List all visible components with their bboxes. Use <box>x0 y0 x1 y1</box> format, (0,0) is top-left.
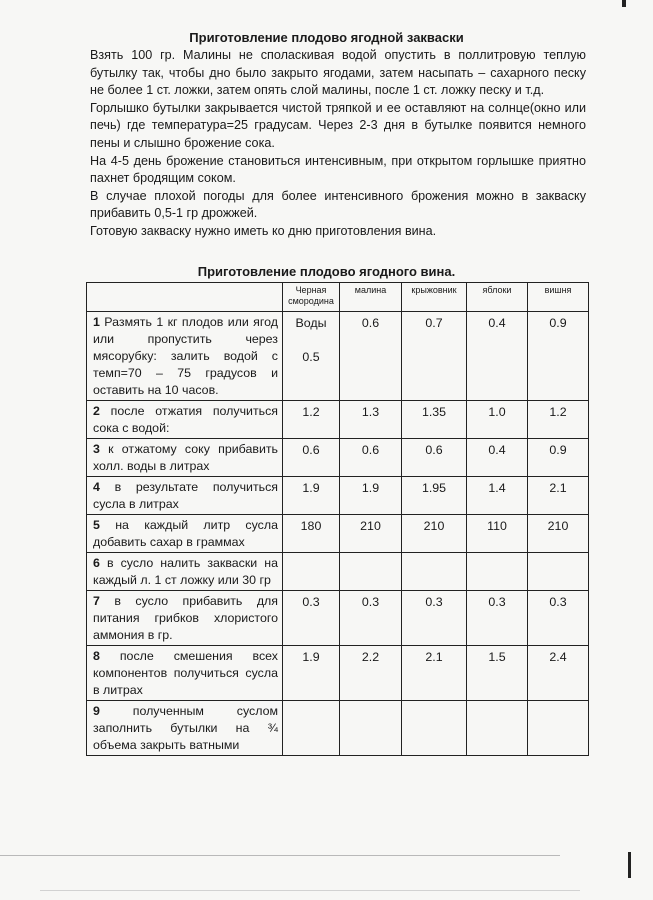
value-cell: 1.9 <box>283 646 340 701</box>
value-cell <box>402 553 467 591</box>
value-cell <box>467 701 528 756</box>
step-number: 3 <box>93 442 100 456</box>
value-cell: 1.3 <box>340 401 402 439</box>
value-cell <box>528 553 589 591</box>
step-number: 4 <box>93 480 100 494</box>
value-cell: 2.4 <box>528 646 589 701</box>
value-cell: 0.9 <box>528 439 589 477</box>
step-text: полученным суслом заполнить бутылки на ¾ объема закрыть ватными <box>93 704 278 752</box>
step-text: в сусло прибавить для питания грибков хлористого аммония в гр. <box>93 594 278 642</box>
value-cell <box>467 553 528 591</box>
value-cell: 110 <box>467 515 528 553</box>
value-cell: 2.1 <box>528 477 589 515</box>
value-cell: 0.4 <box>467 312 528 401</box>
step-text: Размять 1 кг плодов или ягод или пропустить через мясорубку: залить водой с темп=70 – 75 градусов и оставить на 10 часов. <box>93 315 278 397</box>
step-number: 2 <box>93 404 100 418</box>
value-cell: 1.0 <box>467 401 528 439</box>
step-text: после отжатия получиться сока с водой: <box>93 404 278 435</box>
step-cell <box>87 701 283 756</box>
value-cell: 2.1 <box>402 646 467 701</box>
step-cell <box>87 553 283 591</box>
table-row <box>87 553 589 591</box>
starter-title: Приготовление плодово ягодной закваски <box>189 30 464 45</box>
starter-instructions <box>90 47 586 241</box>
value-cell: 0.3 <box>402 591 467 646</box>
step-number: 1 <box>93 315 100 329</box>
header-blank <box>87 283 283 312</box>
step-text: после смешения всех компонентов получиться сусла в литрах <box>93 649 278 697</box>
value-cell: 0.3 <box>528 591 589 646</box>
value-cell: 1.95 <box>402 477 467 515</box>
value-cell: 0.9 <box>528 312 589 401</box>
value-cell: 1.5 <box>467 646 528 701</box>
value-cell <box>402 701 467 756</box>
column-header: малина <box>340 283 402 312</box>
step-number: 7 <box>93 594 100 608</box>
column-header: яблоки <box>467 283 528 312</box>
value-cell: 0.3 <box>467 591 528 646</box>
value-cell <box>340 553 402 591</box>
value-cell: 2.2 <box>340 646 402 701</box>
scan-line <box>0 855 560 856</box>
value-cell: 1.4 <box>467 477 528 515</box>
column-header: крыжовник <box>402 283 467 312</box>
step-number: 9 <box>93 704 100 718</box>
step-cell <box>87 646 283 701</box>
table-row <box>87 477 589 515</box>
step-cell <box>87 477 283 515</box>
scan-mark-bottom <box>628 852 631 878</box>
table-row <box>87 701 589 756</box>
value-cell: 0.4 <box>467 439 528 477</box>
value-cell <box>283 553 340 591</box>
step-number: 8 <box>93 649 100 663</box>
step-cell <box>87 312 283 401</box>
value-cell: 0.6 <box>402 439 467 477</box>
paragraph: Взять 100 гр. Малины не споласкивая водой опустить в поллитровую теплую бутылку так, чтобы дно было закрыто ягодами, затем насыпать – сахарного песку не более 1 ст. ложки, затем опять слой малины, после 1 ст. ложку песку и т.д. <box>90 48 586 98</box>
value-cell: 0.7 <box>402 312 467 401</box>
value-cell: 210 <box>340 515 402 553</box>
header-row <box>87 283 589 312</box>
step-cell <box>87 515 283 553</box>
paragraph: Готовую закваску нужно иметь ко дню приготовления вина. <box>90 223 437 238</box>
table-row <box>87 312 589 401</box>
table-row <box>87 591 589 646</box>
value-cell: 1.2 <box>283 401 340 439</box>
wine-recipe-table <box>86 282 589 756</box>
step-cell <box>87 591 283 646</box>
step-cell <box>87 401 283 439</box>
step-number: 6 <box>93 556 100 570</box>
table-row <box>87 401 589 439</box>
value-cell: 180 <box>283 515 340 553</box>
step-text: в сусло налить закваски на каждый л. 1 ст ложку или 30 гр <box>93 556 278 587</box>
value-cell: 0.6 <box>340 439 402 477</box>
table-row <box>87 515 589 553</box>
value-cell: Воды 0.5 <box>283 312 340 401</box>
column-header: вишня <box>528 283 589 312</box>
value-cell: 1.9 <box>340 477 402 515</box>
value-cell: 0.3 <box>340 591 402 646</box>
value-cell <box>528 701 589 756</box>
value-cell: 210 <box>528 515 589 553</box>
value-cell: 1.9 <box>283 477 340 515</box>
value-cell: 0.6 <box>283 439 340 477</box>
value-cell: 1.2 <box>528 401 589 439</box>
wine-title: Приготовление плодово ягодного вина. <box>197 264 456 279</box>
value-cell: 1.35 <box>402 401 467 439</box>
step-number: 5 <box>93 518 100 532</box>
table-row <box>87 439 589 477</box>
paragraph: На 4-5 день брожение становиться интенсивным, при открытом горлышке приятно пахнет бродящим соком. <box>90 153 586 186</box>
step-cell <box>87 439 283 477</box>
step-text: к отжатому соку прибавить холл. воды в литрах <box>93 442 278 473</box>
paragraph: Горлышко бутылки закрывается чистой тряпкой и ее оставляют на солнце(окно или печь) где температура=25 градусам. Через 2-3 дня в бутылке появится немного пены и слышно брожение сока. <box>90 100 586 150</box>
value-cell: 0.3 <box>283 591 340 646</box>
value-cell <box>340 701 402 756</box>
value-cell <box>283 701 340 756</box>
value-cell: 0.6 <box>340 312 402 401</box>
paragraph: В случае плохой погоды для более интенсивного брожения можно в закваску прибавить 0,5-1 гр дрожжей. <box>90 188 586 221</box>
scan-mark-top <box>622 0 626 7</box>
step-text: в результате получиться сусла в литрах <box>93 480 278 511</box>
column-header: Черная смородина <box>283 283 340 312</box>
step-text: на каждый литр сусла добавить сахар в граммах <box>93 518 278 549</box>
value-cell: 210 <box>402 515 467 553</box>
table-row <box>87 646 589 701</box>
scan-line <box>40 890 580 891</box>
